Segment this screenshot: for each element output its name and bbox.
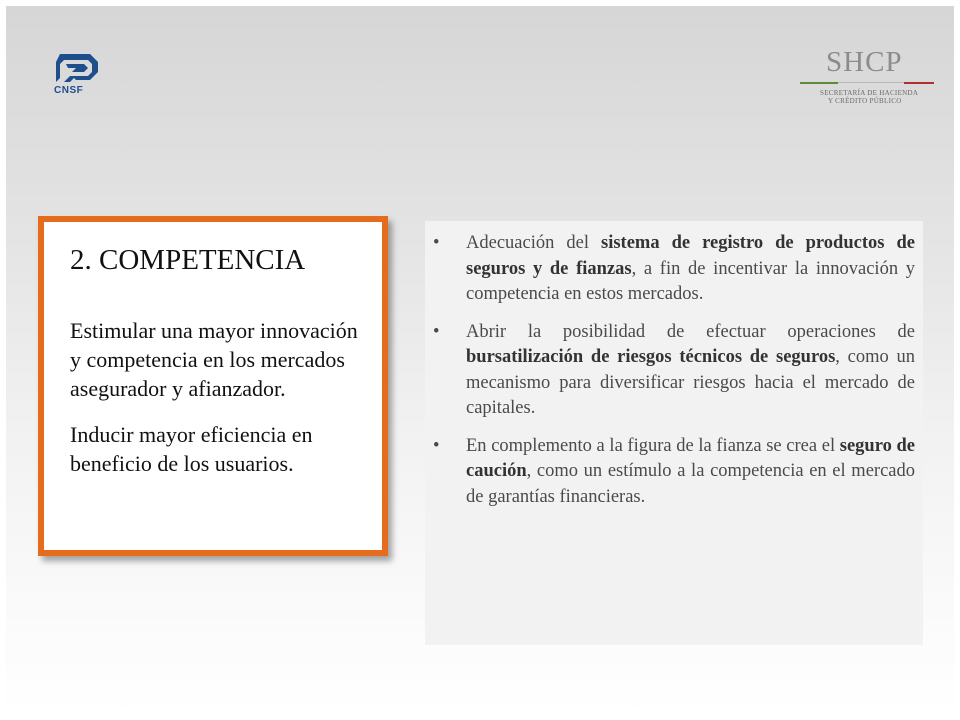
shcp-logo-subtitle-1: SECRETARÍA DE HACIENDA [820, 89, 919, 97]
shcp-green-line [800, 82, 838, 84]
competencia-paragraph-1: Estimular una mayor innovación y competencia en los mercados asegurador y afianzador. [70, 318, 358, 401]
bullet-bold-text: sistema de registro de productos de seguros y de fianzas [466, 233, 915, 279]
bullet-list [433, 231, 915, 522]
bullet-dot: • [433, 321, 440, 342]
cnsf-logo-text: CNSF [54, 85, 84, 96]
bullet-text: Abrir la posibilidad de efectuar operaciones de [466, 321, 915, 342]
competencia-paragraph-2: Inducir mayor eficiencia en beneficio de los usuarios. [70, 422, 313, 476]
bullet-item [433, 231, 915, 308]
competencia-title: 2. COMPETENCIA [70, 244, 306, 276]
bullet-text: Adecuación del [466, 233, 601, 253]
competencia-box [38, 216, 388, 556]
bullet-bold-text: bursatilización de riesgos técnicos de seguros [466, 347, 836, 367]
bullet-item [433, 434, 915, 511]
bullet-text: En complemento a la figura de la fianza se crea el [466, 435, 840, 456]
shcp-logo-title: SHCP [826, 46, 903, 78]
shcp-logo-subtitle-2: Y CRÉDITO PÚBLICO [828, 97, 902, 105]
slide [6, 6, 954, 716]
bullet-item [433, 320, 915, 422]
bullet-bold-text: seguro de caución [466, 435, 915, 481]
bullet-text: , como un estímulo a la competencia en el mercado de garantías financieras. [466, 461, 915, 507]
shcp-gray-line [838, 82, 904, 83]
shcp-red-line [904, 82, 934, 84]
bullets-panel [425, 221, 923, 645]
competencia-box-content [70, 244, 368, 495]
bullet-text: , como un mecanismo para diversificar riesgos hacia el mercado de capitales. [466, 347, 915, 418]
bullet-dot: • [433, 435, 440, 456]
bullet-text: , a fin de incentivar la innovación y competencia en estos mercados. [466, 258, 915, 304]
bullet-dot: • [433, 233, 440, 253]
cnsf-emblem-icon [50, 52, 102, 86]
